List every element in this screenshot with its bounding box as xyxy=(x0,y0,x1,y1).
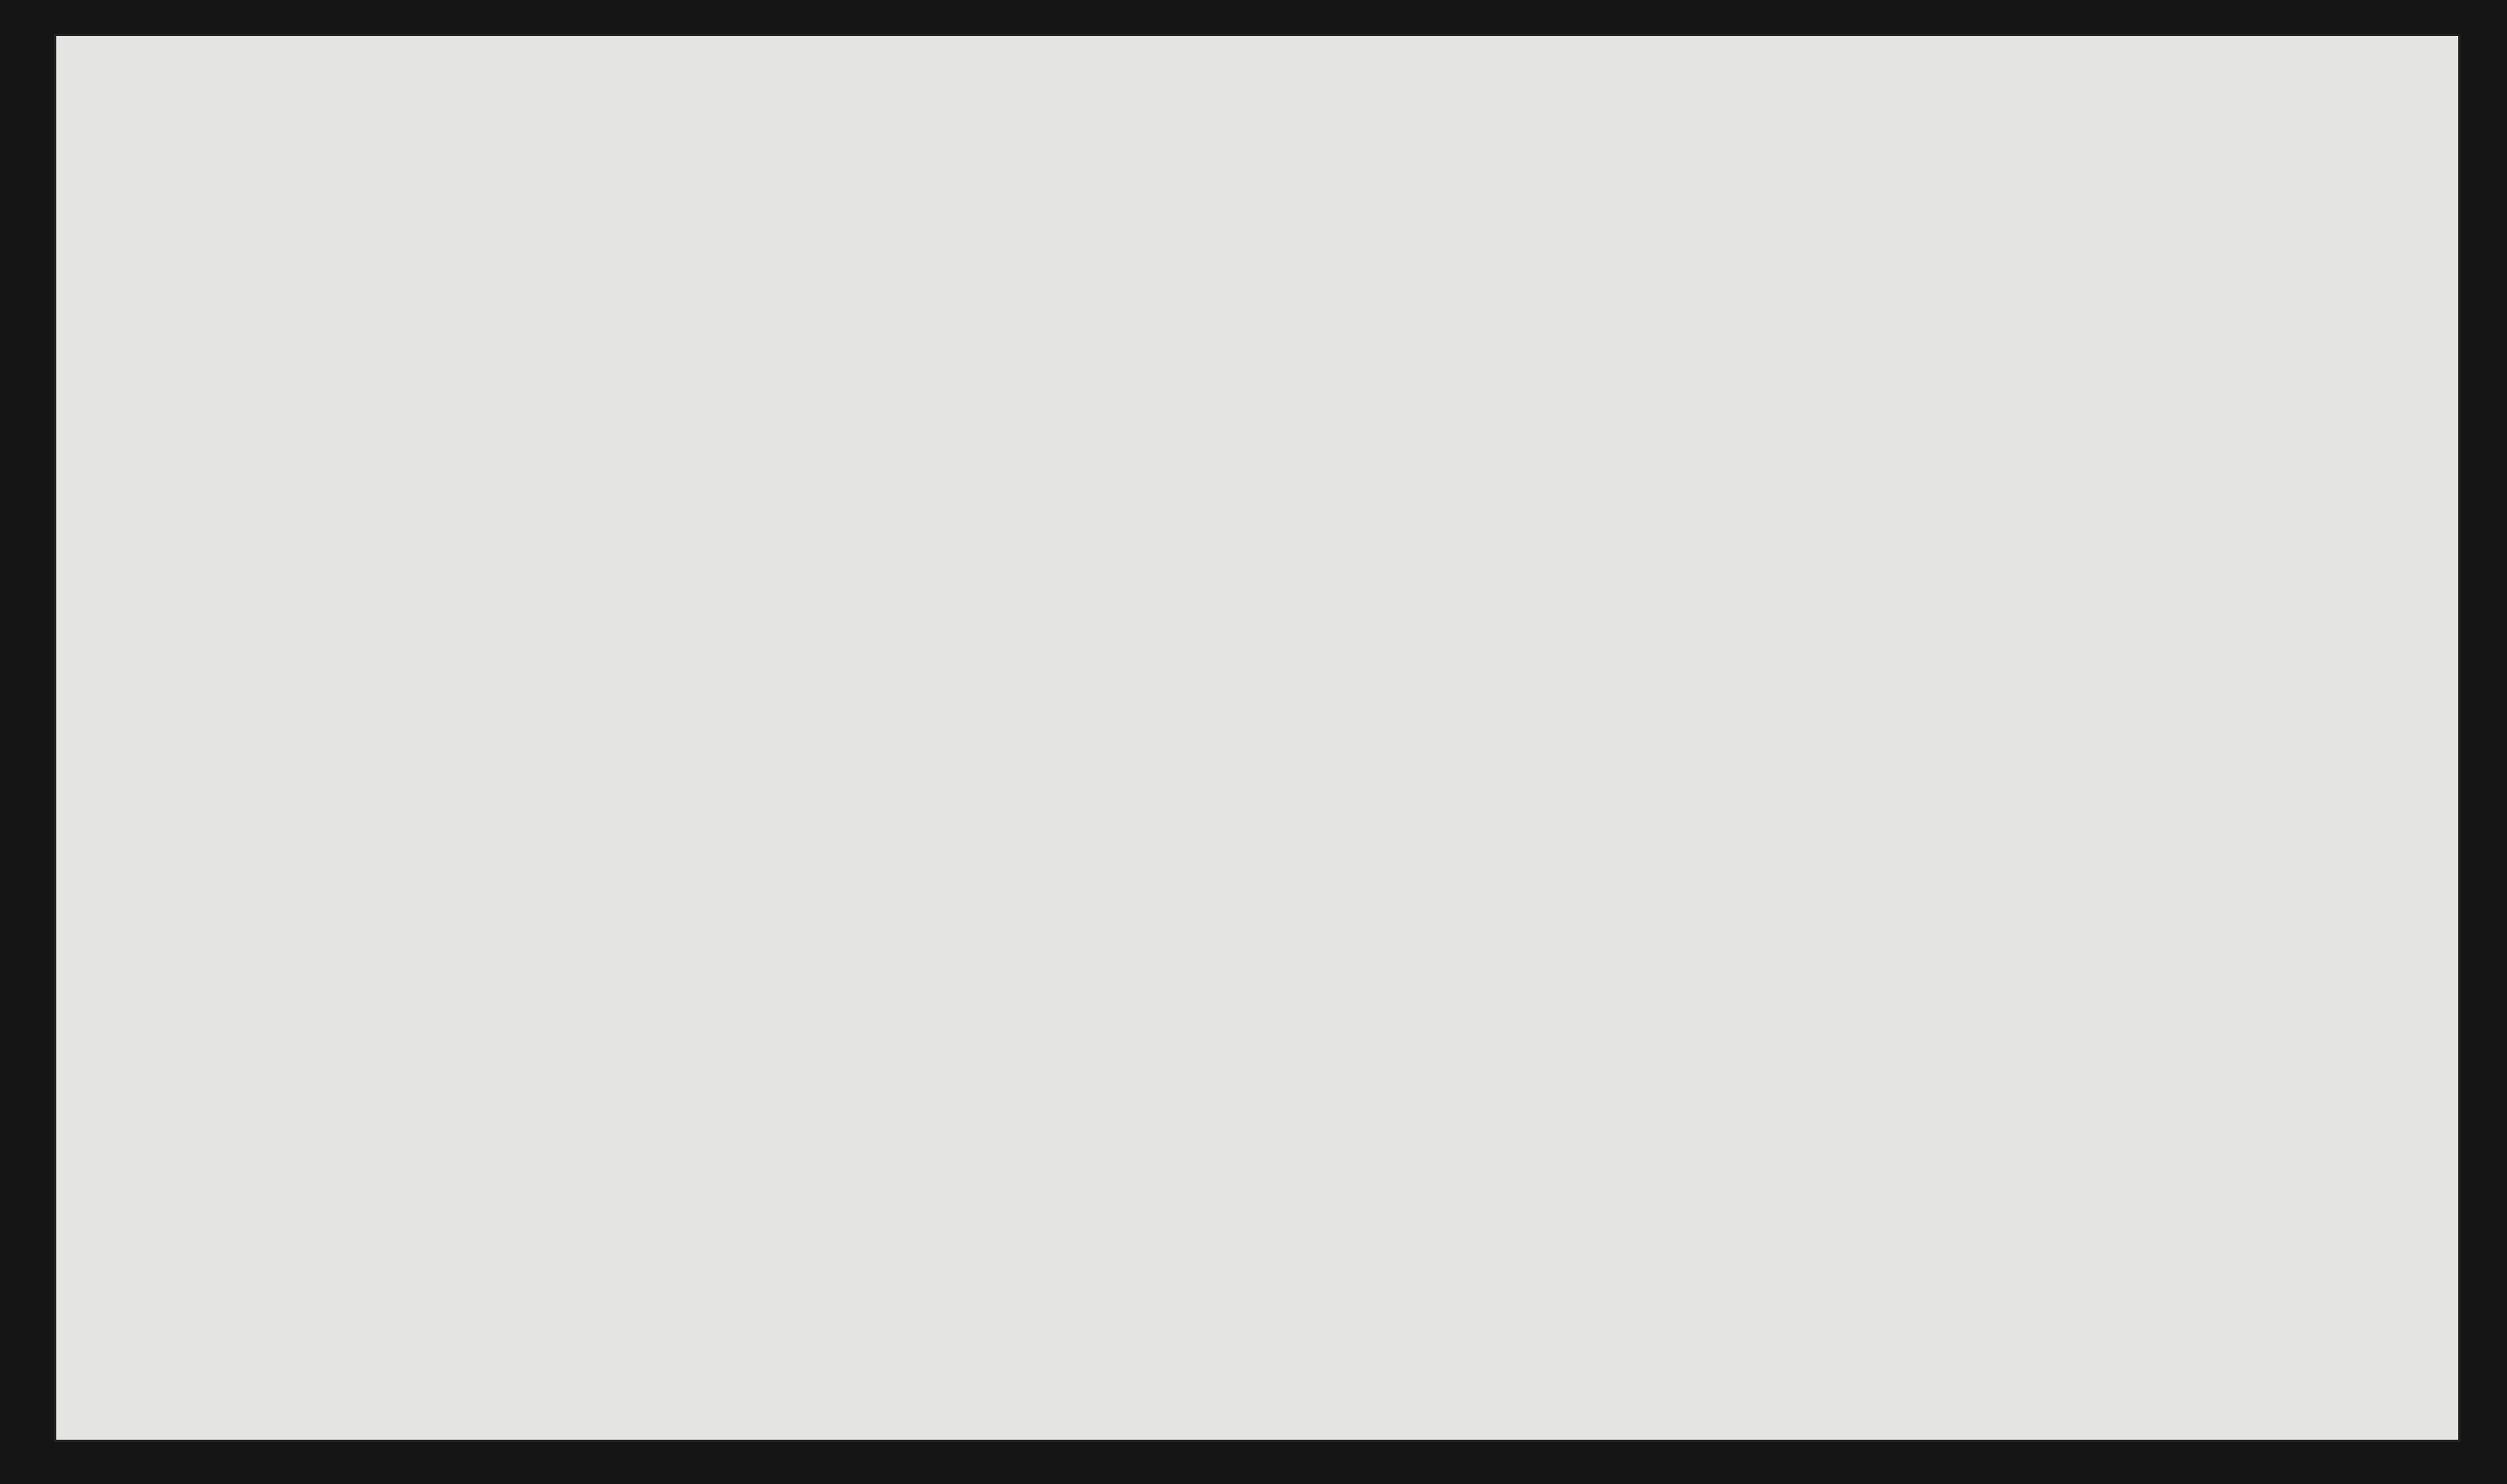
census-card-sheet xyxy=(54,34,2460,1442)
form-grid-lines xyxy=(56,36,2458,1440)
